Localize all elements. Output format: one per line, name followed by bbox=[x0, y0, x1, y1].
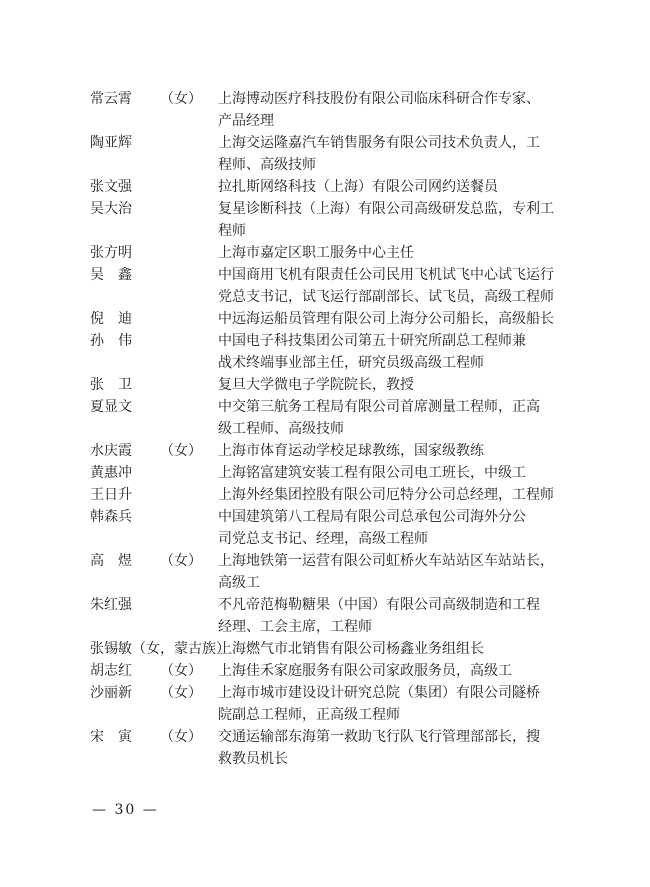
description-line: 战术终端事业部主任，研究员级高级工程师 bbox=[218, 355, 484, 371]
description-line: 程师、高级技师 bbox=[218, 157, 316, 173]
description-line: 上海市嘉定区职工服务中心主任 bbox=[218, 245, 414, 261]
description-line: 上海交运隆嘉汽车销售服务有限公司技术负责人，工 bbox=[218, 135, 540, 151]
person-name: 夏显文 bbox=[90, 399, 132, 415]
description-line: 上海博动医疗科技股份有限公司临床科研合作专家、 bbox=[218, 91, 540, 107]
position-description bbox=[218, 440, 568, 462]
person-name: 张 卫 bbox=[90, 377, 132, 393]
person-name: 胡志红 bbox=[90, 663, 132, 679]
description-line: 上海外经集团控股有限公司厄特分公司总经理，工程师 bbox=[218, 487, 554, 503]
person-name: 王日升 bbox=[90, 487, 132, 503]
person-name: 张文强 bbox=[90, 179, 132, 195]
position-description bbox=[218, 176, 568, 198]
position-description bbox=[218, 308, 568, 330]
description-line: 中交第三航务工程局有限公司首席测量工程师，正高 bbox=[218, 399, 540, 415]
position-description bbox=[218, 462, 568, 484]
position-description bbox=[218, 660, 568, 682]
description-line: 救教员机长 bbox=[218, 751, 288, 767]
person-name: 黄惠冲 bbox=[90, 465, 132, 481]
position-description bbox=[218, 396, 568, 440]
position-description bbox=[218, 484, 568, 506]
person-name: 沙丽新 bbox=[90, 685, 132, 701]
position-description bbox=[218, 550, 568, 594]
description-line: 产品经理 bbox=[218, 113, 274, 129]
gender-note: （女） bbox=[160, 729, 202, 745]
position-description bbox=[218, 330, 568, 374]
description-line: 上海燃气市北销售有限公司杨鑫业务组组长 bbox=[218, 641, 484, 657]
description-line: 上海市体育运动学校足球教练，国家级教练 bbox=[218, 443, 484, 459]
person-name: 常云霄 bbox=[90, 91, 132, 107]
description-line: 不凡帝范梅勒糖果（中国）有限公司高级制造和工程 bbox=[218, 597, 540, 613]
description-line: 交通运输部东海第一救助飞行队飞行管理部部长，搜 bbox=[218, 729, 540, 745]
description-line: 上海铭富建筑安装工程有限公司电工班长，中级工 bbox=[218, 465, 526, 481]
position-description bbox=[218, 374, 568, 396]
position-description bbox=[218, 242, 568, 264]
position-description bbox=[218, 132, 568, 176]
person-name: 水庆霞 bbox=[90, 443, 132, 459]
position-description bbox=[218, 506, 568, 550]
description-line: 经理、工会主席，工程师 bbox=[218, 619, 372, 635]
page-number: — 30 — bbox=[92, 802, 159, 818]
person-name: 张锡敏（女，蒙古族） bbox=[90, 641, 230, 657]
description-line: 中国建筑第八工程局有限公司总承包公司海外分公 bbox=[218, 509, 526, 525]
gender-note: （女） bbox=[160, 91, 202, 107]
description-line: 上海地铁第一运营有限公司虹桥火车站站区车站站长， bbox=[218, 553, 554, 569]
person-name: 宋 寅 bbox=[90, 729, 132, 745]
person-name: 吴大治 bbox=[90, 201, 132, 217]
description-line: 党总支书记，试飞运行部副部长、试飞员，高级工程师 bbox=[218, 289, 554, 305]
description-line: 院副总工程师，正高级工程师 bbox=[218, 707, 400, 723]
person-name: 高 煜 bbox=[90, 553, 132, 569]
position-description bbox=[218, 264, 568, 308]
position-description bbox=[218, 594, 568, 638]
description-line: 拉扎斯网络科技（上海）有限公司网约送餐员 bbox=[218, 179, 498, 195]
description-line: 上海佳禾家庭服务有限公司家政服务员，高级工 bbox=[218, 663, 512, 679]
position-description bbox=[218, 198, 568, 242]
gender-note: （女） bbox=[160, 685, 202, 701]
position-description bbox=[218, 88, 568, 132]
person-name: 吴 鑫 bbox=[90, 267, 132, 283]
description-line: 程师 bbox=[218, 223, 246, 239]
description-line: 高级工 bbox=[218, 575, 260, 591]
gender-note: （女） bbox=[160, 663, 202, 679]
description-line: 中远海运船员管理有限公司上海分公司船长，高级船长 bbox=[218, 311, 554, 327]
person-name: 孙 伟 bbox=[90, 333, 132, 349]
person-name: 张方明 bbox=[90, 245, 132, 261]
gender-note: （女） bbox=[160, 443, 202, 459]
description-line: 复星诊断科技（上海）有限公司高级研发总监，专利工 bbox=[218, 201, 554, 217]
person-name: 韩森兵 bbox=[90, 509, 132, 525]
description-line: 中国商用飞机有限责任公司民用飞机试飞中心试飞运行 bbox=[218, 267, 554, 283]
description-line: 上海市城市建设设计研究总院（集团）有限公司隧桥 bbox=[218, 685, 540, 701]
description-line: 级工程师、高级技师 bbox=[218, 421, 344, 437]
position-description bbox=[218, 726, 568, 770]
position-description bbox=[218, 682, 568, 726]
description-line: 司党总支书记、经理，高级工程师 bbox=[218, 531, 428, 547]
position-description bbox=[218, 638, 568, 660]
gender-note: （女） bbox=[160, 553, 202, 569]
person-name: 倪 迪 bbox=[90, 311, 132, 327]
person-name: 朱红强 bbox=[90, 597, 132, 613]
description-line: 中国电子科技集团公司第五十研究所副总工程师兼 bbox=[218, 333, 526, 349]
person-name: 陶亚辉 bbox=[90, 135, 132, 151]
description-line: 复旦大学微电子学院院长，教授 bbox=[218, 377, 414, 393]
